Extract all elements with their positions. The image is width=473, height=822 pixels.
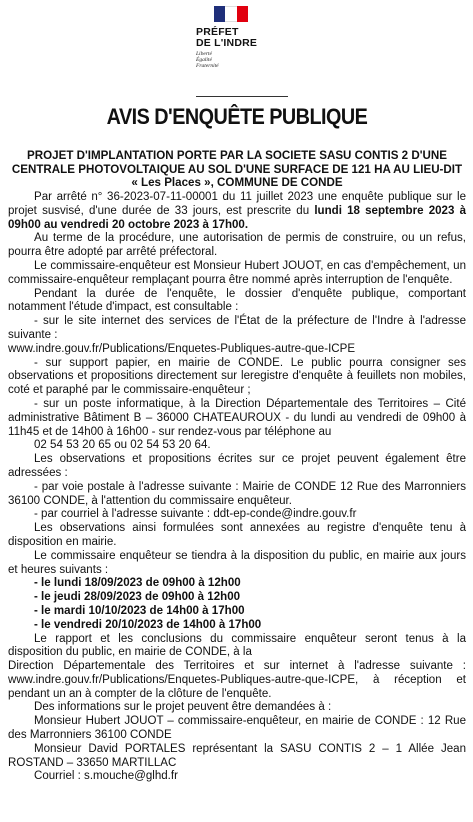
contact-developer: Monsieur David PORTALES représentant la SASU CONTIS 2 – 1 Allée Jean ROSTAND – 33650 MARTILLAC	[8, 742, 466, 769]
paragraph-computer-post: - sur un poste informatique, à la Direction Départementale des Territoires – Cité administrative Bâtiment B – 36000 CHATEAUROUX - du lundi au vendredi de 09h00 à 11h45 et de 14h00 à 16h00 - sur rendez-vous par téléphone au	[8, 397, 466, 438]
motto-egalite: Égalité	[196, 57, 212, 63]
permanence-date: - le jeudi 28/09/2023 de 09h00 à 12h00	[34, 591, 241, 604]
paragraph-information: Des informations sur le projet peuvent être demandées à :	[34, 701, 332, 714]
french-flag-icon	[214, 6, 248, 22]
paragraph-website: - sur le site internet des services de l'État de la préfecture de l'Indre à l'adresse suivante :	[8, 315, 466, 341]
paragraph-register: Les observations ainsi formulées sont annexées au registre d'enquête tenu à disposition en mairie.	[8, 522, 466, 548]
notice-body	[8, 191, 466, 784]
paragraph-commissioner: Le commissaire-enquêteur est Monsieur Hubert JOUOT, en cas d'empêchement, un commissaire-enquêteur remplaçant pourra être nommé après interruption de l'enquête.	[8, 259, 466, 286]
paragraph-decree: Par arrêté n° 36-2023-07-11-00001 du 11 juillet 2023 une enquête publique sur le projet susvisé, d'une durée de 33 jours, est prescrite du lundi 18 septembre 2023 à 09h00 au vendredi 20 octobre 2023 à 17h00.	[8, 191, 466, 231]
paragraph-email: - par courriel à l'adresse suivante : ddt-ep-conde@indre.gouv.fr	[34, 508, 357, 521]
title-divider	[196, 96, 288, 97]
paragraph-consultation: Pendant la durée de l'enquête, le dossier d'enquête publique, comportant notamment l'étude d'impact, est consultable :	[8, 287, 466, 314]
logo-text-indre: DE L'INDRE	[196, 37, 258, 49]
permanence-date: - le mardi 10/10/2023 de 14h00 à 17h00	[34, 604, 245, 617]
paragraph-written-observations: Les observations et propositions écrites sur ce projet peuvent également être adressées :	[8, 453, 466, 479]
paragraph-paper-support: - sur support papier, en mairie de CONDE. Le public pourra consigner ses observations et propositions directement sur leregistre d'enquête à feuillets non mobiles, coté et paraphé par le commissaire-enquêteur ;	[8, 356, 466, 397]
phone-numbers: 02 54 53 20 65 ou 02 54 53 20 64.	[34, 439, 211, 452]
paragraph-postal: - par voie postale à l'adresse suivante : Mairie de CONDE 12 Rue des Marronniers 36100 CONDE, à l'attention du commissaire enquêteur.	[8, 480, 466, 507]
permanence-date: - le lundi 18/09/2023 de 09h00 à 12h00	[34, 577, 241, 590]
logo-text-prefet: PRÉFET	[196, 26, 239, 38]
contact-email: Courriel : s.mouche@glhd.fr	[34, 770, 178, 783]
motto-fraternite: Fraternité	[196, 63, 219, 69]
paragraph-report: Le rapport et les conclusions du commissaire enquêteur seront tenus à la disposition du public, en mairie de CONDE, à la	[8, 632, 466, 659]
paragraph-report-continued: Direction Départementale des Territoires et sur internet à l'adresse suivante : www.indre.gouv.fr/Publications/Enquetes-Publiques-autre-que-ICPE, à réception et pendant un an à compter de la clôture de l'enquête.	[8, 660, 466, 700]
enquiry-period: lundi 18 septembre 2023 à 09h00 au vendredi 20 octobre 2023 à 17h00.	[8, 204, 466, 231]
paragraph-outcome: Au terme de la procédure, une autorisation de permis de construire, ou un refus, pourra être adopté par arrêté préfectoral.	[8, 232, 466, 259]
permanence-date: - le vendredi 20/10/2023 de 14h00 à 17h00	[34, 618, 262, 631]
motto-liberte: Liberté	[196, 51, 212, 57]
prefecture-logo	[196, 6, 286, 69]
notice-subtitle: PROJET D'IMPLANTATION PORTE PAR LA SOCIETE SASU CONTIS 2 D'UNE CENTRALE PHOTOVOLTAIQUE AU SOL D'UNE SURFACE DE 121 HA AU LIEU-DIT « Les Places », COMMUNE DE CONDE	[11, 149, 463, 189]
paragraph-permanences: Le commissaire enquêteur se tiendra à la disposition du public, en mairie aux jours et heures suivants :	[8, 549, 466, 576]
motto	[196, 51, 286, 69]
notice-title: AVIS D'ENQUÊTE PUBLIQUE	[106, 104, 368, 129]
website-url: www.indre.gouv.fr/Publications/Enquetes-Publiques-autre-que-ICPE	[8, 342, 356, 355]
contact-commissioner: Monsieur Hubert JOUOT – commissaire-enquêteur, en mairie de CONDE : 12 Rue des Marronniers 36100 CONDE	[8, 715, 466, 742]
